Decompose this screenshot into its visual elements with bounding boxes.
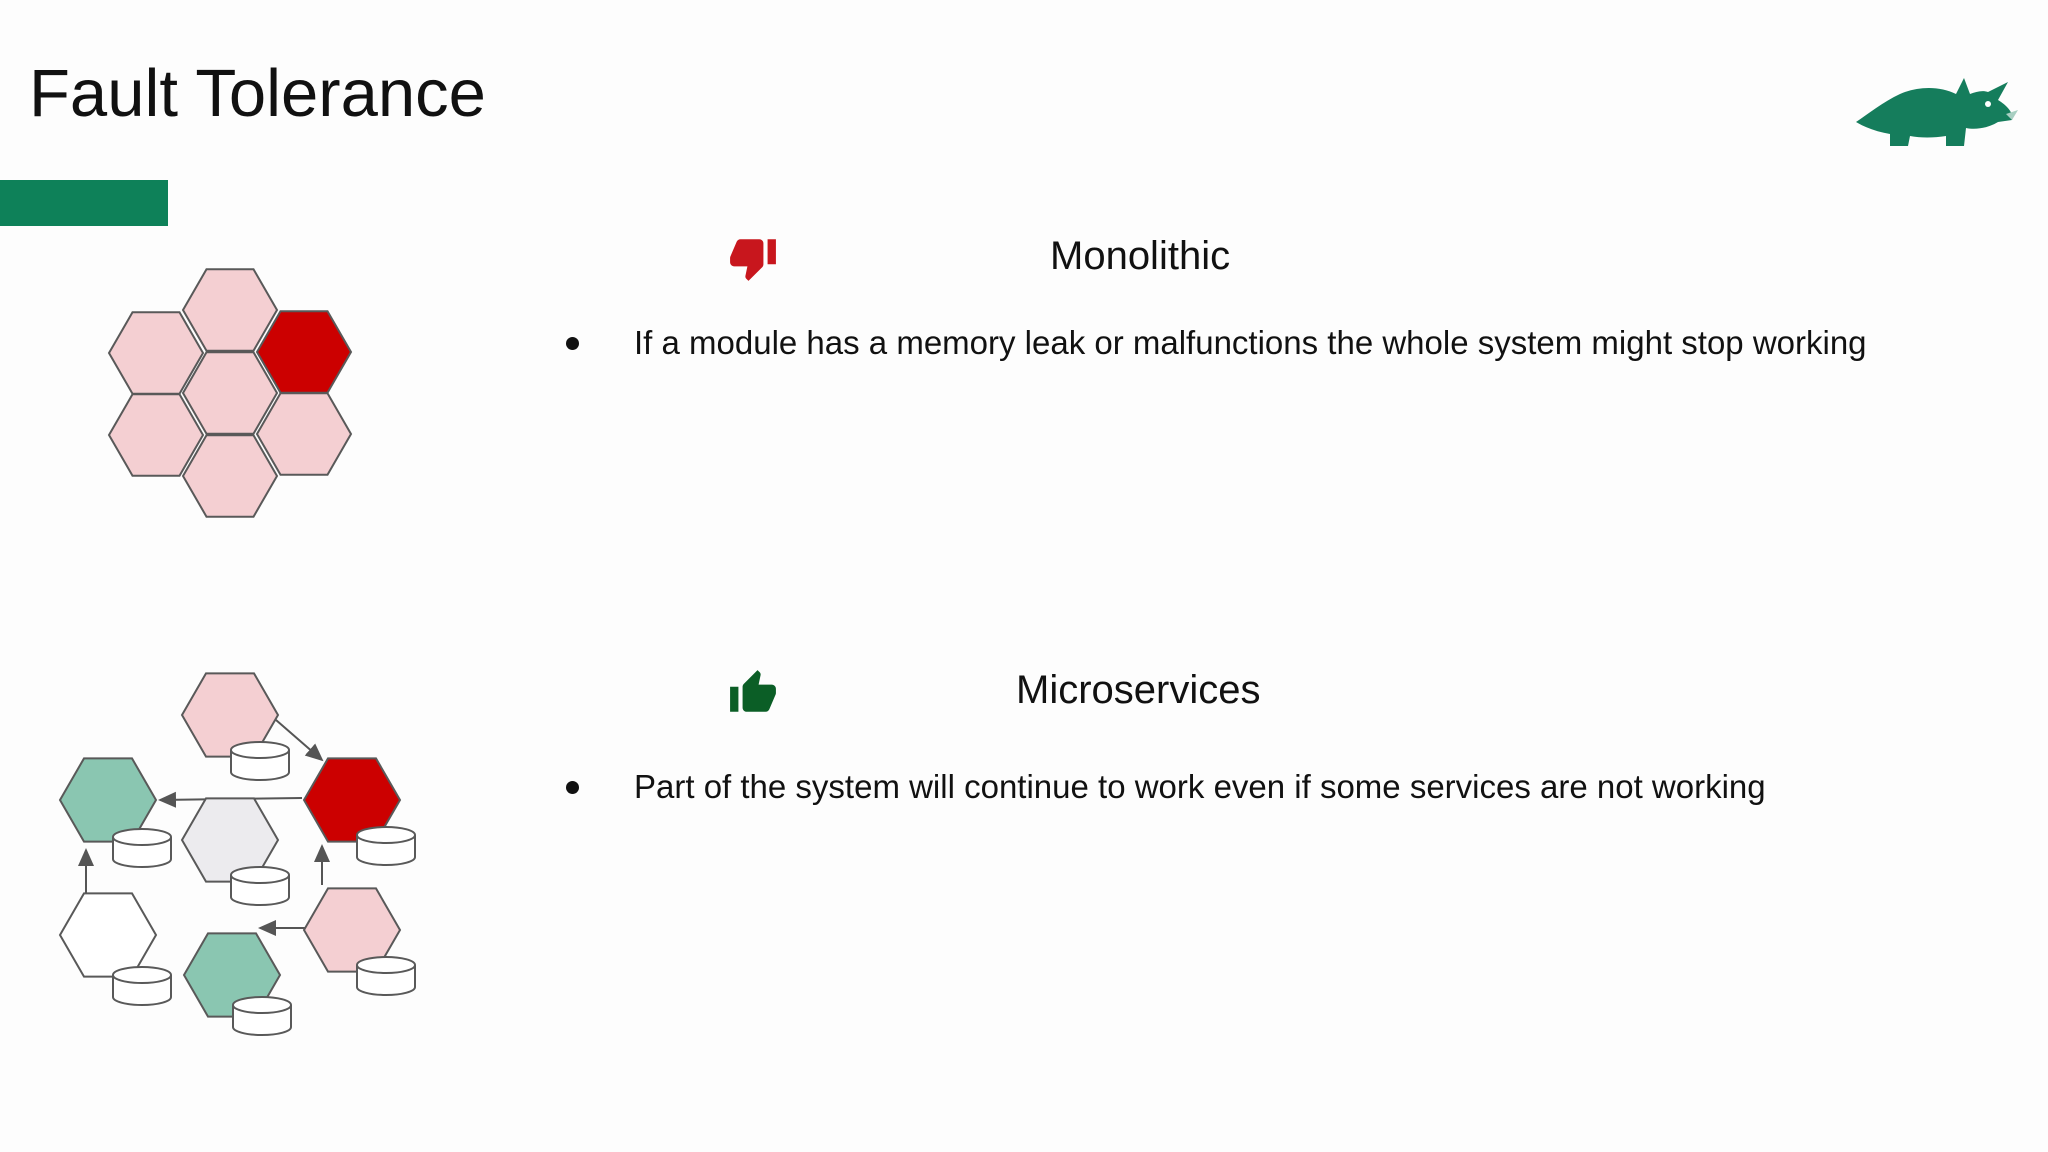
microservices-bullet-dot (566, 781, 579, 794)
microservices-heading: Microservices (1016, 668, 1261, 712)
monolith-module-hexagon (109, 394, 203, 475)
service-hexagon (60, 893, 156, 976)
slide-title: Fault Tolerance (29, 56, 486, 131)
database-icon (231, 742, 289, 780)
database-icon (357, 827, 415, 865)
triceratops-logo-icon (1848, 52, 2018, 162)
database-icon (357, 957, 415, 995)
microservices-bullet-text: Part of the system will continue to work even if some services are not working (634, 768, 1766, 805)
monolith-hexagon-diagram (100, 260, 370, 530)
database-icon (233, 997, 291, 1035)
monolith-module-hexagon (183, 435, 277, 516)
monolith-module-hexagon (257, 311, 351, 392)
title-accent-bar (0, 180, 168, 226)
thumbs-up-icon (728, 668, 778, 718)
monolithic-bullet-text: If a module has a memory leak or malfunctions the whole system might stop working (634, 324, 1867, 361)
monolith-module-hexagon (257, 393, 351, 474)
database-icon (113, 829, 171, 867)
microservices-graph-diagram (50, 660, 430, 1040)
monolith-module-hexagon (183, 269, 277, 350)
monolithic-heading: Monolithic (1050, 234, 1231, 278)
thumbs-down-icon (728, 233, 778, 283)
database-icon (113, 967, 171, 1005)
database-icon (231, 867, 289, 905)
monolithic-bullet-dot (566, 337, 579, 350)
